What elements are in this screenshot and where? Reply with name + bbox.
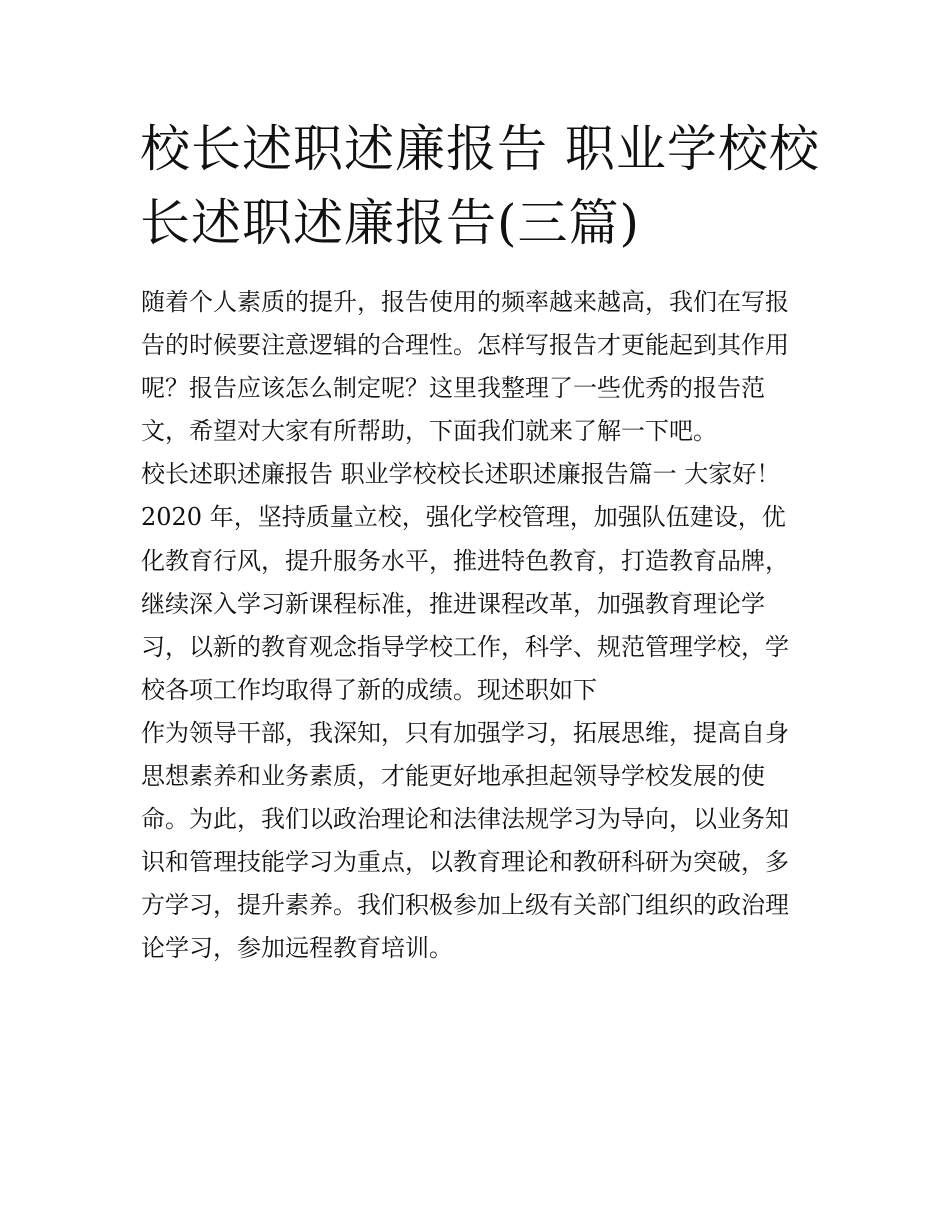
title-line-1: 校长述职述廉报告 职业学校校 xyxy=(140,120,820,178)
text-line: 作为领导干部，我深知，只有加强学习，拓展思维，提高自身 xyxy=(141,718,789,747)
text-line: 继续深入学习新课程标准，推进课程改革，加强教育理论学 xyxy=(141,589,765,618)
title-line-2: 长述职述廉报告(三篇) xyxy=(140,194,641,252)
text-line: 方学习，提升素养。我们积极参加上级有关部门组织的政治理 xyxy=(141,891,789,920)
text-line: 命。为此，我们以政治理论和法律法规学习为导向，以业务知 xyxy=(141,805,789,834)
text-line: 论学习，参加远程教育培训。 xyxy=(141,934,453,963)
text-line: 文，希望对大家有所帮助，下面我们就来了解一下吧。 xyxy=(141,417,717,446)
text-line: 校长述职述廉报告 职业学校校长述职述廉报告篇一 大家好！ xyxy=(141,460,781,489)
text-line: 习，以新的教育观念指导学校工作，科学、规范管理学校，学 xyxy=(141,632,789,661)
text-line: 思想素养和业务素质，才能更好地承担起领导学校发展的使 xyxy=(141,762,765,791)
document-title xyxy=(140,112,820,260)
text-line: 告的时候要注意逻辑的合理性。怎样写报告才更能起到其作用 xyxy=(141,331,789,360)
text-line: 识和管理技能学习为重点，以教育理论和教研科研为突破，多 xyxy=(141,848,789,877)
text-line: 2020 年，坚持质量立校，强化学校管理，加强队伍建设，优 xyxy=(141,503,786,532)
text-line: 校各项工作均取得了新的成绩。现述职如下 xyxy=(141,675,597,704)
text-line: 随着个人素质的提升，报告使用的频率越来越高，我们在写报 xyxy=(141,288,789,316)
text-line: 呢？报告应该怎么制定呢？这里我整理了一些优秀的报告范 xyxy=(141,374,765,403)
document-body xyxy=(141,281,821,971)
text-line: 化教育行风，提升服务水平，推进特色教育，打造教育品牌， xyxy=(141,546,789,575)
